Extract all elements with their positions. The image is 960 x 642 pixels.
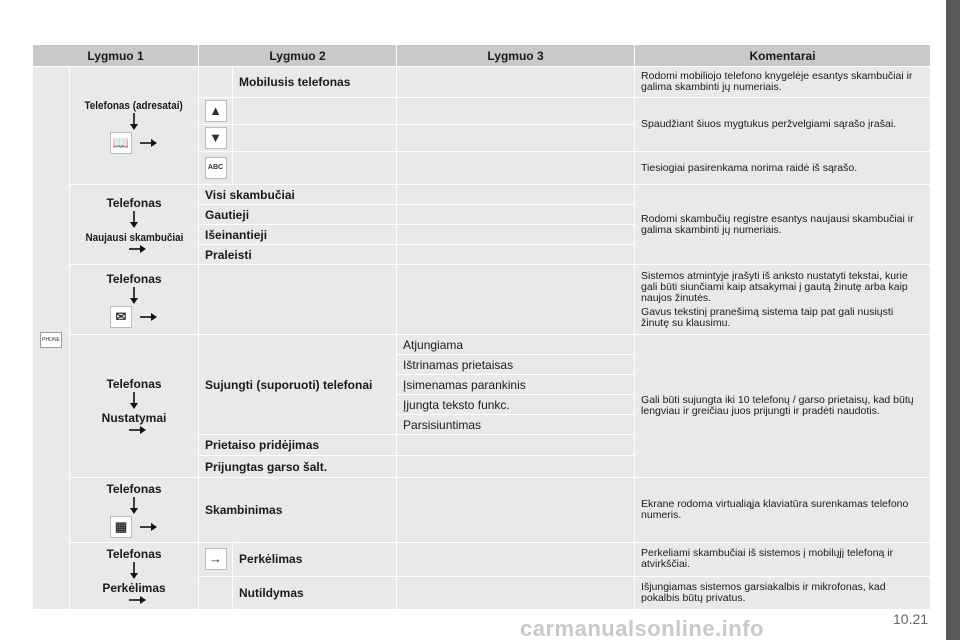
comment-cell: Tiesiogiai pasirenkama norima raidė iš sąrašo. <box>635 152 931 185</box>
table-row <box>33 67 931 98</box>
comment-cell: Spaudžiant šiuos mygtukus peržvelgiami sąrašo įrašai. <box>635 98 931 152</box>
arrow-right-icon <box>129 425 147 435</box>
level3-cell <box>397 67 635 98</box>
level3-cell <box>397 152 635 185</box>
comment-cell <box>635 265 931 335</box>
level2-label: Telefonas <box>106 482 162 496</box>
level3-cell <box>397 265 635 335</box>
arrow-right-icon <box>140 138 158 148</box>
envelope-icon: ✉ <box>110 306 132 328</box>
comment-cell: Rodomi mobiliojo telefono knygelėje esantys skambučiai ir galima skambinti jų numeriais. <box>635 67 931 98</box>
level3-cell <box>397 125 635 152</box>
level3-cell <box>397 456 635 478</box>
table-row <box>33 335 931 355</box>
empty-cell <box>199 265 397 335</box>
item-mute[interactable]: Nutildymas <box>233 576 397 610</box>
level2-dial <box>70 478 199 543</box>
item-audio-source[interactable]: Prijungtas garso šalt. <box>199 456 397 478</box>
table-row <box>33 265 931 335</box>
scroll-up-icon[interactable]: ▲ <box>205 100 227 122</box>
table-row <box>33 478 931 543</box>
header-level2: Lygmuo 2 <box>199 45 397 67</box>
sidebar-tab <box>946 0 960 640</box>
arrow-right-icon <box>140 522 158 532</box>
level2-label: Telefonas <box>106 547 162 561</box>
comment-cell: Išjungiamas sistemos garsiakalbis ir mikrofonas, kad pokalbis būtų privatus. <box>635 576 931 610</box>
header-level1: Lygmuo 1 <box>33 45 199 67</box>
empty-cell <box>233 98 397 125</box>
comment-cell: Ekrane rodoma virtualiąja klaviatūra surenkamas telefono numeris. <box>635 478 931 543</box>
item-received[interactable]: Gautieji <box>199 205 397 225</box>
header-comments: Komentarai <box>635 45 931 67</box>
level3-cell <box>397 435 635 456</box>
comment-cell: Perkeliami skambučiai iš sistemos į mobilųjį telefoną ir atvirkščiai. <box>635 543 931 577</box>
level3-cell <box>397 185 635 205</box>
address-book-icon: 📖 <box>110 132 132 154</box>
icon-cell <box>199 125 233 152</box>
level2-settings <box>70 335 199 478</box>
item-paired-phones[interactable]: Sujungti (suporuoti) telefonai <box>199 335 397 435</box>
table-row <box>33 185 931 205</box>
level2-sublabel: Perkėlimas <box>102 581 166 595</box>
icon-cell <box>199 152 233 185</box>
arrow-down-icon <box>129 497 139 515</box>
comment-paragraph: Sistemos atmintyje įrašyti iš anksto nustatyti tekstai, kurie gali būti siunčiami kaip atsakymai į gautą žinutę arba kaip naujos žinutės. <box>641 269 908 304</box>
arrow-down-icon <box>129 392 139 410</box>
phone-menu-icon: PHONE <box>40 332 62 348</box>
arrow-right-icon <box>129 244 147 254</box>
empty-cell <box>233 125 397 152</box>
arrow-down-icon <box>129 211 139 229</box>
comment-paragraph: Gavus tekstinį pranešimą sistema taip pat gali nusiųsti žinutę su klausimu. <box>641 305 894 329</box>
icon-cell <box>199 543 233 577</box>
level2-contacts <box>70 67 199 185</box>
scroll-down-icon[interactable]: ▼ <box>205 127 227 149</box>
item-missed[interactable]: Praleisti <box>199 245 397 265</box>
arrow-right-icon <box>129 595 147 605</box>
keypad-icon: ▦ <box>110 516 132 538</box>
arrow-down-icon <box>129 562 139 580</box>
menu-table-container <box>32 44 930 610</box>
menu-table <box>32 44 931 610</box>
transfer-call-icon[interactable]: → <box>205 548 227 570</box>
table-row <box>33 543 931 577</box>
comment-cell: Gali būti sujungta iki 10 telefonų / garso prietaisų, kad būtų lengviau ir greičiau juos prijungti ir pradėti naudotis. <box>635 335 931 478</box>
subitem-download[interactable]: Parsisiuntimas <box>397 415 635 435</box>
icon-cell <box>199 576 233 610</box>
header-row <box>33 45 931 67</box>
level2-sublabel: Nustatymai <box>101 411 167 425</box>
level2-label: Telefonas <box>106 195 162 210</box>
item-all-calls[interactable]: Visi skambučiai <box>199 185 397 205</box>
item-transfer[interactable]: Perkėlimas <box>233 543 397 577</box>
subitem-disconnect[interactable]: Atjungiama <box>397 335 635 355</box>
subitem-delete-device[interactable]: Ištrinamas prietaisas <box>397 355 635 375</box>
comment-cell: Rodomi skambučių registre esantys naujausi skambučiai ir galima skambinti jų numeriais. <box>635 185 931 265</box>
item-outgoing[interactable]: Išeinantieji <box>199 225 397 245</box>
arrow-down-icon <box>129 287 139 305</box>
level1-cell <box>33 67 70 610</box>
level3-cell <box>397 98 635 125</box>
item-add-device[interactable]: Prietaiso pridėjimas <box>199 435 397 456</box>
watermark: carmanualsonline.info <box>520 616 764 641</box>
header-level3: Lygmuo 3 <box>397 45 635 67</box>
level2-sublabel: Naujausi skambučiai <box>85 231 183 244</box>
level3-cell <box>397 225 635 245</box>
level3-cell <box>397 576 635 610</box>
level3-cell <box>397 543 635 577</box>
level3-cell <box>397 205 635 225</box>
level2-label: Telefonas <box>106 271 162 286</box>
empty-cell <box>233 152 397 185</box>
subitem-text-function[interactable]: Įjungta teksto funkc. <box>397 395 635 415</box>
level2-label: Telefonas <box>106 377 162 391</box>
abc-icon[interactable]: ABC <box>205 157 227 179</box>
level3-cell <box>397 478 635 543</box>
arrow-right-icon <box>140 312 158 322</box>
level2-messages <box>70 265 199 335</box>
page-number: 10.21 <box>893 611 929 627</box>
level3-cell <box>397 245 635 265</box>
level2-label: Telefonas (adresatai) <box>84 99 184 112</box>
level2-transfer <box>70 543 199 610</box>
item-mobile-phone[interactable]: Mobilusis telefonas <box>233 67 397 98</box>
icon-cell <box>199 98 233 125</box>
subitem-save-favorite[interactable]: Įsimenamas parankinis <box>397 375 635 395</box>
item-dial[interactable]: Skambinimas <box>199 478 397 543</box>
icon-cell <box>199 67 233 98</box>
level2-recent <box>70 185 199 265</box>
arrow-down-icon <box>129 113 139 131</box>
